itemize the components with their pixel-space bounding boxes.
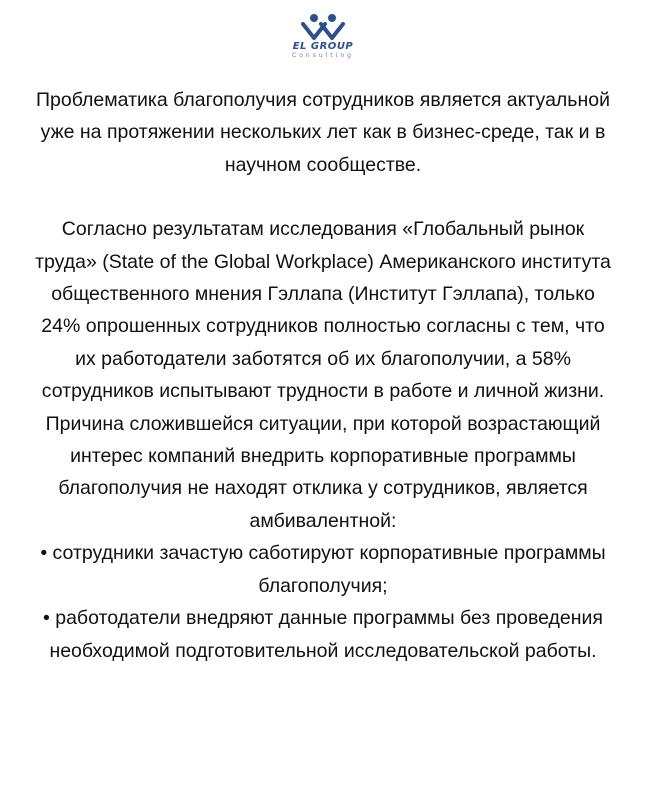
logo-name: EL GROUP	[292, 41, 354, 52]
reason-paragraph: Причина сложившейся ситуации, при которой возрастающий интерес компаний внедрить корпоративные программы благополучия не находят отклика у сотрудников, является амбивалентной:	[45, 412, 601, 532]
document-body	[30, 84, 616, 667]
paragraph-spacer	[30, 181, 616, 213]
bullet-item: • сотрудники зачастую саботируют корпоративные программы благополучия;	[40, 542, 606, 597]
company-logo	[0, 12, 646, 59]
people-logo-icon	[291, 12, 355, 42]
study-paragraph: Согласно результатам исследования «Глобальный рынок труда» (State of the Global Workplace) Американского института общественного мнения Гэллапа (Институт Гэллапа), только 24% опрошенных сотрудников полностью согласны с тем, что их работодатели заботятся об их благополучии, а 58% сотрудников испытывают трудности в работе и личной жизни.	[35, 218, 611, 403]
bullet-item: • работодатели внедряют данные программы без проведения необходимой подготовительной исследовательской работы.	[42, 607, 603, 662]
logo-subtitle: Consulting	[292, 52, 354, 59]
intro-paragraph: Проблематика благополучия сотрудников является актуальной уже на протяжении нескольких лет как в бизнес-среде, так и в научном сообществе.	[36, 89, 610, 176]
